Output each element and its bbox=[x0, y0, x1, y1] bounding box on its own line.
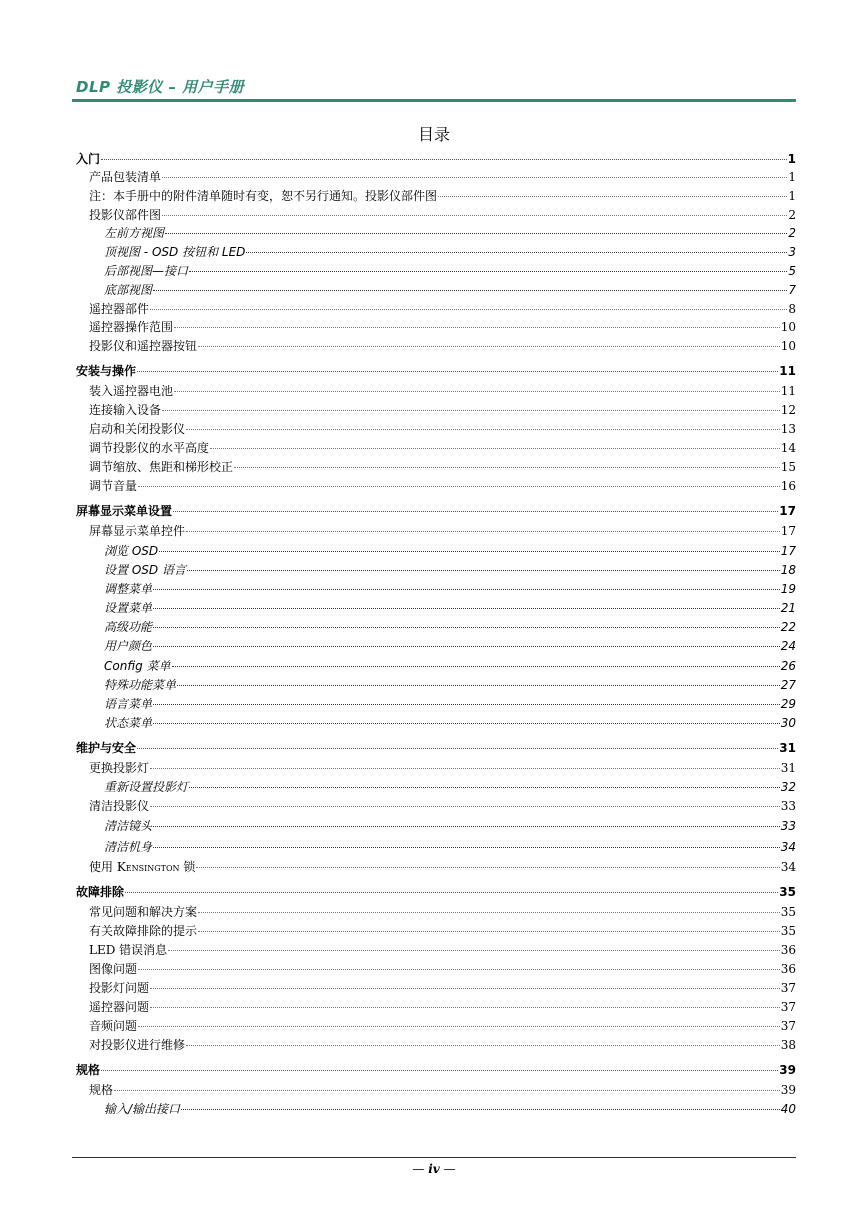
toc-chapter[interactable] bbox=[76, 1061, 796, 1079]
toc-subsection[interactable] bbox=[76, 281, 796, 299]
toc-section[interactable] bbox=[76, 522, 796, 540]
toc-entry-label: 音频问题 bbox=[89, 1019, 138, 1033]
toc-entry-label: 顶视图 - OSD 按钮和 LED bbox=[104, 245, 246, 259]
toc-dot-leader bbox=[198, 346, 780, 347]
toc-entry-label: 入门 bbox=[76, 152, 101, 166]
header-rule bbox=[72, 99, 796, 102]
toc-section[interactable] bbox=[76, 168, 796, 186]
toc-dot-leader bbox=[125, 892, 778, 893]
toc-subsection[interactable] bbox=[76, 542, 796, 560]
toc-subsection[interactable] bbox=[76, 695, 796, 713]
toc-page-number: 7 bbox=[788, 283, 796, 297]
toc-entry-label: 投影仪和遥控器按钮 bbox=[89, 339, 198, 353]
toc-dot-leader bbox=[101, 159, 787, 160]
toc-page-number: 5 bbox=[788, 264, 796, 278]
toc-dot-leader bbox=[101, 1070, 778, 1071]
toc-page-number: 37 bbox=[780, 981, 796, 995]
footer-rule bbox=[72, 1157, 796, 1158]
toc-dot-leader bbox=[162, 410, 780, 411]
toc-subsection[interactable] bbox=[76, 714, 796, 732]
toc-chapter[interactable] bbox=[76, 150, 796, 168]
toc-dot-leader bbox=[187, 570, 780, 571]
toc-entry-label: 调节投影仪的水平高度 bbox=[89, 441, 210, 455]
toc-dot-leader bbox=[174, 391, 780, 392]
toc-chapter[interactable] bbox=[76, 502, 796, 520]
toc-dot-leader bbox=[173, 511, 778, 512]
toc-section[interactable] bbox=[76, 401, 796, 419]
toc-section[interactable] bbox=[76, 206, 796, 224]
toc-entry-label: 状态菜单 bbox=[104, 716, 153, 730]
toc-dot-leader bbox=[162, 215, 787, 216]
toc-entry-label: 规格 bbox=[76, 1063, 101, 1077]
toc-dot-leader bbox=[153, 608, 780, 609]
toc-dot-leader bbox=[196, 867, 779, 868]
toc-dot-leader bbox=[137, 371, 778, 372]
toc-chapter[interactable] bbox=[76, 739, 796, 757]
toc-page-number: 11 bbox=[779, 364, 796, 378]
toc-subsection[interactable] bbox=[76, 838, 796, 856]
toc-entry-label: 重新设置投影灯 bbox=[104, 780, 189, 794]
toc-entry-label: 左前方视图 bbox=[104, 226, 165, 240]
toc-page-number: 37 bbox=[780, 1019, 796, 1033]
toc-dot-leader bbox=[150, 1007, 780, 1008]
toc-dot-leader bbox=[174, 327, 780, 328]
toc-section[interactable] bbox=[76, 998, 796, 1016]
toc-page-number: 2 bbox=[788, 208, 796, 222]
toc-section[interactable] bbox=[76, 1017, 796, 1035]
toc-entry-label: 调节音量 bbox=[89, 479, 138, 493]
toc-section[interactable] bbox=[76, 337, 796, 355]
toc-chapter[interactable] bbox=[76, 362, 796, 380]
toc-page-number: 10 bbox=[780, 339, 796, 353]
toc-page-number: 17 bbox=[780, 524, 796, 538]
toc-entry-label: 有关故障排除的提示 bbox=[89, 924, 198, 938]
toc-dot-leader bbox=[153, 290, 787, 291]
toc-dot-leader bbox=[234, 467, 780, 468]
toc-entry-label: 清洁镜头 bbox=[104, 819, 153, 833]
toc-entry-label: 清洁投影仪 bbox=[89, 799, 150, 813]
toc-dot-leader bbox=[150, 309, 787, 310]
toc-subsection[interactable] bbox=[76, 778, 796, 796]
toc-section[interactable] bbox=[76, 477, 796, 495]
toc-entry-label: 遥控器部件 bbox=[89, 302, 150, 316]
toc-subsection[interactable] bbox=[76, 1100, 796, 1118]
toc-entry-label: 语言菜单 bbox=[104, 697, 153, 711]
toc-page-number: 31 bbox=[780, 761, 796, 775]
toc-page-number: 36 bbox=[780, 943, 796, 957]
kensington-text: Kensington bbox=[116, 860, 180, 874]
toc-dot-leader bbox=[137, 748, 778, 749]
toc-page-number: 1 bbox=[788, 189, 796, 203]
toc-dot-leader bbox=[189, 787, 780, 788]
toc-dot-leader bbox=[153, 847, 780, 848]
toc-page-number: 24 bbox=[780, 639, 796, 653]
toc-entry-label: 连接输入设备 bbox=[89, 403, 162, 417]
toc-page-number: 17 bbox=[780, 544, 796, 558]
toc-page-number: 31 bbox=[779, 741, 796, 755]
running-header: DLP 投影仪 – 用户手册 bbox=[76, 78, 245, 96]
toc-dot-leader bbox=[246, 252, 787, 253]
toc-entry-label: 投影仪部件图 bbox=[89, 208, 162, 222]
toc-dot-leader bbox=[186, 429, 780, 430]
toc-section[interactable] bbox=[76, 960, 796, 978]
toc-dot-leader bbox=[138, 969, 780, 970]
toc-dot-leader bbox=[153, 646, 780, 647]
toc-entry-label: 设置菜单 bbox=[104, 601, 153, 615]
toc-page-number: 22 bbox=[780, 620, 796, 634]
toc-subsection[interactable] bbox=[76, 599, 796, 617]
toc-page-number: 10 bbox=[780, 320, 796, 334]
toc-heading: 目录 bbox=[417, 125, 450, 144]
toc-entry-label: 用户颜色 bbox=[104, 639, 153, 653]
toc-section[interactable] bbox=[76, 187, 796, 205]
toc-page-number: 16 bbox=[780, 479, 796, 493]
toc-entry-label: 高级功能 bbox=[104, 620, 153, 634]
toc-page-number: 35 bbox=[779, 885, 796, 899]
toc-subsection[interactable] bbox=[76, 657, 796, 675]
toc-dot-leader bbox=[153, 704, 780, 705]
toc-page-number: 19 bbox=[780, 582, 796, 596]
toc-page-number: 11 bbox=[780, 384, 796, 398]
toc-page-number: 39 bbox=[779, 1063, 796, 1077]
toc-section[interactable] bbox=[76, 922, 796, 940]
toc-entry-label: 输入/输出接口 bbox=[104, 1102, 181, 1116]
toc-entry-label: 图像问题 bbox=[89, 962, 138, 976]
toc-page-number: 3 bbox=[788, 245, 796, 259]
toc-entry-label: 规格 bbox=[89, 1083, 114, 1097]
toc-page-number: 30 bbox=[780, 716, 796, 730]
toc-section[interactable] bbox=[76, 759, 796, 777]
toc-subsection[interactable] bbox=[76, 262, 796, 280]
page-number: iv bbox=[428, 1162, 440, 1176]
toc-subsection[interactable] bbox=[76, 817, 796, 835]
toc-chapter[interactable] bbox=[76, 883, 796, 901]
toc-page-number: 40 bbox=[780, 1102, 796, 1116]
toc-page-number: 1 bbox=[788, 170, 796, 184]
toc-page-number: 15 bbox=[780, 460, 796, 474]
toc-page-number: 13 bbox=[780, 422, 796, 436]
footer-dash-right: — bbox=[443, 1162, 456, 1176]
toc-entry-label: 启动和关闭投影仪 bbox=[89, 422, 186, 436]
footer-dash-left: — bbox=[412, 1162, 425, 1176]
toc-entry-label: 设置 OSD 语言 bbox=[104, 563, 186, 577]
toc-entry-label: 投影灯问题 bbox=[89, 981, 150, 995]
toc-entry-label: 常见问题和解决方案 bbox=[89, 905, 198, 919]
toc-entry-label: Config 菜单 bbox=[104, 659, 171, 673]
toc-section[interactable] bbox=[76, 458, 796, 476]
toc-dot-leader bbox=[153, 723, 780, 724]
toc-dot-leader bbox=[162, 177, 787, 178]
toc-entry-label: 更换投影灯 bbox=[89, 761, 150, 775]
toc-dot-leader bbox=[138, 486, 780, 487]
toc-page-number: 17 bbox=[779, 504, 796, 518]
toc-page-number: 18 bbox=[780, 563, 796, 577]
toc-page-number: 36 bbox=[780, 962, 796, 976]
toc-subsection[interactable] bbox=[76, 580, 796, 598]
toc-dot-leader bbox=[138, 1026, 780, 1027]
toc-entry-label: 维护与安全 bbox=[76, 741, 137, 755]
toc-entry-label: LED 错误消息 bbox=[89, 943, 168, 957]
toc-dot-leader bbox=[153, 589, 780, 590]
toc-section[interactable] bbox=[76, 382, 796, 400]
toc-section[interactable] bbox=[76, 420, 796, 438]
toc-page-number: 38 bbox=[780, 1038, 796, 1052]
toc-page-number: 14 bbox=[780, 441, 796, 455]
toc-entry-label: 调整菜单 bbox=[104, 582, 153, 596]
toc-section[interactable] bbox=[76, 1036, 796, 1054]
toc-entry-label: 注：本手册中的附件清单随时有变，恕不另行通知。投影仪部件图 bbox=[89, 189, 438, 203]
toc-dot-leader bbox=[150, 768, 780, 769]
toc-dot-leader bbox=[159, 551, 780, 552]
toc-page-number: 35 bbox=[780, 905, 796, 919]
toc-page-number: 33 bbox=[780, 819, 796, 833]
toc-entry-label: 遥控器操作范围 bbox=[89, 320, 174, 334]
page-footer bbox=[0, 1162, 868, 1176]
toc-page-number: 1 bbox=[787, 152, 796, 166]
toc-page-number: 32 bbox=[780, 780, 796, 794]
toc-page-number: 2 bbox=[788, 226, 796, 240]
toc-entry-label: 对投影仪进行维修 bbox=[89, 1038, 186, 1052]
toc-subsection[interactable] bbox=[76, 637, 796, 655]
toc-entry-label: 遥控器问题 bbox=[89, 1000, 150, 1014]
toc-dot-leader bbox=[172, 666, 780, 667]
toc-entry-label: 屏幕显示菜单控件 bbox=[89, 524, 186, 538]
toc-section[interactable] bbox=[76, 858, 796, 876]
toc-page-number: 34 bbox=[780, 840, 796, 854]
toc-page-number: 34 bbox=[780, 860, 796, 874]
toc-page-number: 26 bbox=[780, 659, 796, 673]
toc-page-number: 21 bbox=[780, 601, 796, 615]
toc-dot-leader bbox=[150, 806, 780, 807]
toc-subsection[interactable] bbox=[76, 224, 796, 242]
toc-section[interactable] bbox=[76, 797, 796, 815]
toc-subsection[interactable] bbox=[76, 618, 796, 636]
toc-dot-leader bbox=[153, 627, 780, 628]
toc-entry-label: 特殊功能菜单 bbox=[104, 678, 177, 692]
toc-dot-leader bbox=[186, 1045, 780, 1046]
toc-entry-label: 底部视图 bbox=[104, 283, 153, 297]
toc-section[interactable] bbox=[76, 941, 796, 959]
toc-subsection[interactable] bbox=[76, 676, 796, 694]
toc-page-number: 27 bbox=[780, 678, 796, 692]
toc-entry-label: 调节缩放、焦距和梯形校正 bbox=[89, 460, 234, 474]
toc-page-number: 33 bbox=[780, 799, 796, 813]
toc-section[interactable] bbox=[76, 1081, 796, 1099]
toc-section[interactable] bbox=[76, 318, 796, 336]
toc-dot-leader bbox=[210, 448, 780, 449]
toc-dot-leader bbox=[153, 826, 780, 827]
toc-section[interactable] bbox=[76, 439, 796, 457]
toc-dot-leader bbox=[189, 271, 787, 272]
toc-section[interactable] bbox=[76, 300, 796, 318]
toc-dot-leader bbox=[177, 685, 780, 686]
toc-dot-leader bbox=[168, 950, 780, 951]
toc-page-number: 39 bbox=[780, 1083, 796, 1097]
toc-subsection[interactable] bbox=[76, 561, 796, 579]
toc-entry-label: 使用 Kensington 锁 bbox=[89, 860, 196, 874]
toc-dot-leader bbox=[165, 233, 787, 234]
toc-dot-leader bbox=[114, 1090, 780, 1091]
toc-dot-leader bbox=[198, 912, 780, 913]
toc-dot-leader bbox=[438, 196, 787, 197]
toc-dot-leader bbox=[186, 531, 780, 532]
toc-section[interactable] bbox=[76, 979, 796, 997]
toc-entry-label: 产品包装清单 bbox=[89, 170, 162, 184]
toc-entry-label: 后部视图—接口 bbox=[104, 264, 189, 278]
toc-entry-label: 故障排除 bbox=[76, 885, 125, 899]
toc-page-number: 35 bbox=[780, 924, 796, 938]
toc-entry-label: 安装与操作 bbox=[76, 364, 137, 378]
toc-section[interactable] bbox=[76, 903, 796, 921]
toc-subsection[interactable] bbox=[76, 243, 796, 261]
toc-dot-leader bbox=[181, 1109, 780, 1110]
toc-dot-leader bbox=[198, 931, 780, 932]
toc-entry-label: 清洁机身 bbox=[104, 840, 153, 854]
toc-page-number: 29 bbox=[780, 697, 796, 711]
toc-entry-label: 装入遥控器电池 bbox=[89, 384, 174, 398]
toc-page-number: 12 bbox=[780, 403, 796, 417]
toc-page-number: 8 bbox=[788, 302, 796, 316]
toc-entry-label: 屏幕显示菜单设置 bbox=[76, 504, 173, 518]
toc-entry-label: 浏览 OSD bbox=[104, 544, 159, 558]
toc-dot-leader bbox=[150, 988, 780, 989]
toc-page-number: 37 bbox=[780, 1000, 796, 1014]
